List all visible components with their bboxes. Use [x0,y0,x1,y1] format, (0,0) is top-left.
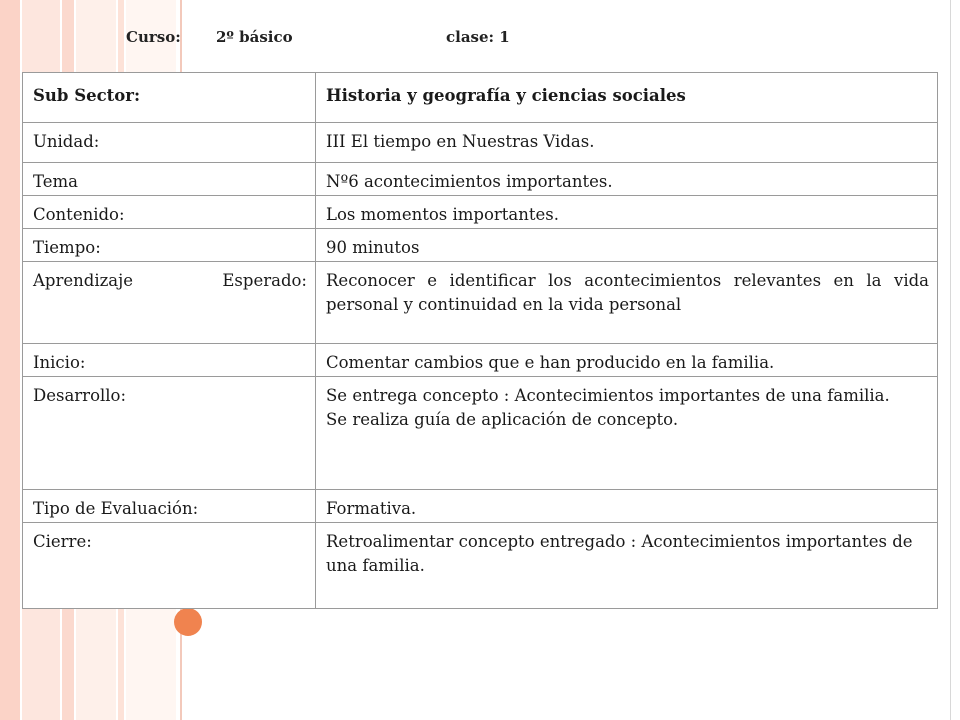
table-row [23,490,938,523]
table-row [23,163,938,196]
row-value: Los momentos importantes. [316,196,938,229]
row-value: Retroalimentar concepto entregado : Acontecimientos importantes de una familia. [316,523,938,609]
table-row [23,523,938,609]
row-label: Tipo de Evaluación: [23,490,316,523]
curso-label: Curso: [126,28,181,46]
row-label: Inicio: [23,344,316,377]
row-value: Nº6 acontecimientos importantes. [316,163,938,196]
row-value: Historia y geografía y ciencias sociales [316,73,938,123]
clase-label: clase: 1 [446,28,510,46]
row-label: Tema [23,163,316,196]
decor-stripe [0,0,20,720]
row-label: Desarrollo: [23,377,316,490]
row-value: Comentar cambios que e han producido en la familia. [316,344,938,377]
row-value: Se entrega concepto : Acontecimientos importantes de una familia. Se realiza guía de aplicación de concepto. [316,377,938,490]
table-row [23,262,938,344]
row-value: Formativa. [316,490,938,523]
row-label: Unidad: [23,123,316,163]
row-label: Contenido: [23,196,316,229]
row-label: Sub Sector: [23,73,316,123]
row-value: 90 minutos [316,229,938,262]
decor-orange-dot [174,608,202,636]
table-row [23,229,938,262]
table-row [23,123,938,163]
row-label-text: Aprendizaje Esperado: [33,271,307,290]
decor-right-border [950,0,951,720]
table-row [23,377,938,490]
table-row [23,344,938,377]
row-label: Cierre: [23,523,316,609]
lesson-plan-table [22,72,938,609]
table-row [23,196,938,229]
row-label: Tiempo: [23,229,316,262]
curso-value: 2º básico [216,28,293,46]
row-value: III El tiempo en Nuestras Vidas. [316,123,938,163]
table-row [23,73,938,123]
row-label [23,262,316,344]
row-value: Reconocer e identificar los acontecimientos relevantes en la vida personal y continuidad en la vida personal [316,262,938,344]
